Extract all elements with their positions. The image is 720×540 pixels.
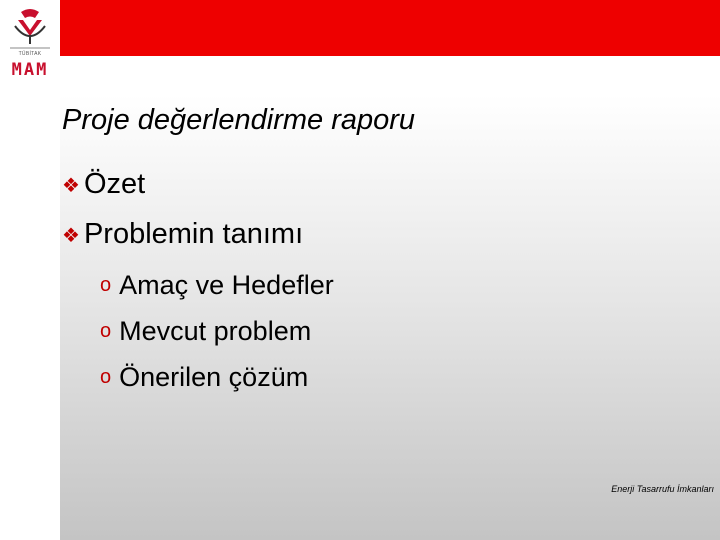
- page-title: Proje değerlendirme raporu: [62, 104, 416, 136]
- slide-content: [60, 56, 720, 540]
- circle-bullet-icon: o: [100, 320, 112, 342]
- circle-bullet-icon: o: [100, 274, 112, 296]
- diamond-bullet-icon: ❖: [62, 175, 80, 197]
- sub-bullet-label: Önerilen çözüm: [119, 362, 309, 392]
- sub-bullet-label: Amaç ve Hedefler: [119, 270, 334, 300]
- bullet-label: Özet: [83, 168, 146, 200]
- header-bar: [60, 0, 720, 56]
- footer-text: Enerji Tasarrufu İmkanları: [611, 484, 714, 494]
- diamond-bullet-icon: ❖: [62, 225, 80, 247]
- tubitak-emblem-icon: [4, 6, 56, 52]
- logo-brand: MAM: [11, 60, 49, 80]
- sub-bullet-item: [100, 270, 334, 301]
- sub-bullet-item: [100, 316, 311, 347]
- sub-bullet-label: Mevcut problem: [119, 316, 312, 346]
- bullet-item: [62, 168, 145, 201]
- logo-subtext: TÜBİTAK: [18, 51, 42, 57]
- circle-bullet-icon: o: [100, 366, 112, 388]
- bullet-item: [62, 218, 303, 251]
- bullet-label: Problemin tanımı: [83, 218, 304, 250]
- sub-bullet-item: [100, 362, 308, 393]
- logo: [4, 6, 56, 92]
